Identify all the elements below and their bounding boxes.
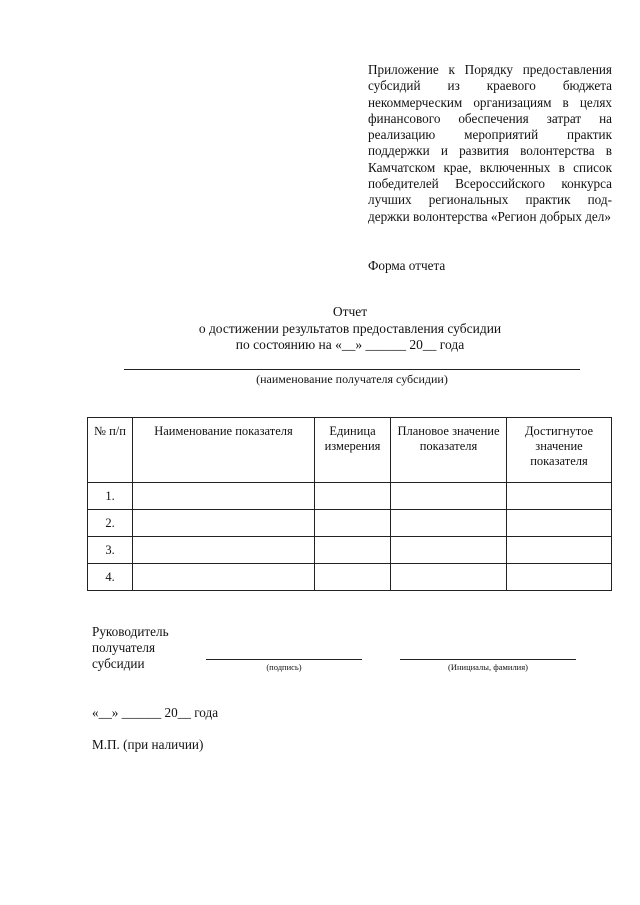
title-line-2: о достижении результатов предоставления субсидии [198,320,502,336]
report-title [120,304,580,354]
col-header-planned: Плановое значение показателя [391,418,507,483]
row-number: 3. [88,537,133,564]
indicator-cell [133,564,315,591]
table-row [88,537,612,564]
achieved-cell [507,510,612,537]
planned-cell [391,483,507,510]
date-line: «__» ______ 20__ года [92,705,219,720]
title-line-1: Отчет [332,304,368,319]
indicator-cell [133,510,315,537]
indicator-cell [133,483,315,510]
row-number: 2. [88,510,133,537]
unit-cell [315,510,391,537]
signature-line [206,659,362,660]
name-line [400,659,576,660]
name-caption: (Инициалы, фамилия) [448,662,528,672]
indicator-cell [133,537,315,564]
signatory-line-1: Руководитель [92,624,169,639]
unit-cell [315,564,391,591]
row-number: 4. [88,564,133,591]
achieved-cell [507,483,612,510]
appendix-text: Приложение к Порядку предоставления субсидий из краевого бюджета некоммерческим организациям в целях финансового обеспечения затрат на реализацию мероприятий практик поддержки и развития волонтерства в Камчатском крае, включенных в список победителей Всероссийского конкурса лучших региональных практик под-держки волонтерства «Регион добрых дел» [368,62,612,224]
recipient-caption: (наименование получателя субсидии) [256,372,448,386]
report-table [87,417,612,591]
achieved-cell [507,537,612,564]
signature-caption: (подпись) [266,662,302,672]
recipient-name-line [124,369,580,370]
planned-cell [391,564,507,591]
col-header-unit: Единица измерения [315,418,391,483]
planned-cell [391,510,507,537]
signatory-label [92,624,202,672]
table-row [88,510,612,537]
title-line-3: по состоянию на «__» ______ 20__ года [235,337,465,352]
table-row [88,564,612,591]
achieved-cell [507,564,612,591]
col-header-number: № п/п [88,418,133,483]
col-header-achieved: Достигнутое значение показателя [507,418,612,483]
unit-cell [315,483,391,510]
row-number: 1. [88,483,133,510]
unit-cell [315,537,391,564]
signatory-line-2: получателя [92,640,156,655]
seal-note: М.П. (при наличии) [92,737,204,752]
col-header-indicator: Наименование показателя [133,418,315,483]
form-label: Форма отчета [368,258,446,273]
signatory-line-3: субсидии [92,656,145,671]
table-row [88,483,612,510]
planned-cell [391,537,507,564]
table-header-row [88,418,612,483]
